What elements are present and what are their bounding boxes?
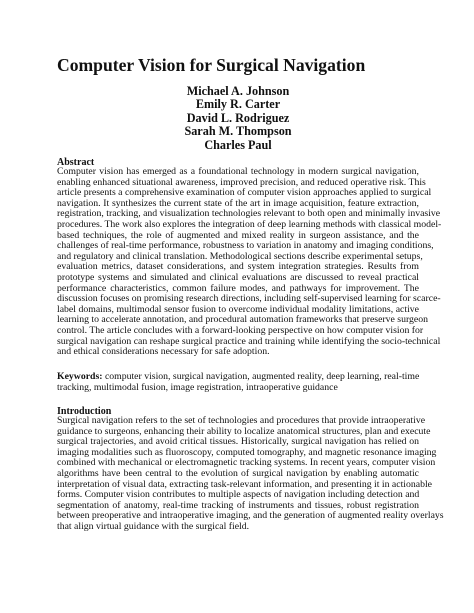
abstract-line: and ethical considerations necessary for safe adoption. [57,346,270,358]
abstract-line: and regulatory and clinical translation. Methodological sections describe experimental setups, [57,250,423,262]
introduction-line: algorithms have been central to the evolution of surgical navigation by enabling automatic [57,467,419,479]
keywords-line [57,372,419,383]
abstract-line: surgical navigation can reshape surgical practice and training while identifying the socio-technical [57,335,441,347]
abstract-line: enabling enhanced situational awareness, improved precision, and reduced operative risk. This [57,176,426,188]
introduction-line: forms. Computer vision contributes to multiple aspects of navigation including detection and [57,489,420,501]
abstract-line: label domains, multimodal sensor fusion to overcome individual modality limitations, active [57,303,419,315]
abstract-line: challenges of real-time performance, robustness to variation in anatomy and imaging conditions, [57,240,434,252]
abstract-line: discussion focuses on promising research directions, including self-supervised learning for scarce- [57,293,441,305]
introduction-line: combined with mechanical or electromagnetic tracking systems. In recent years, computer vision [57,457,436,469]
abstract-line: prototype systems and simulated and clinical evaluations are discussed to reveal practical [57,271,419,283]
author-name: David L. Rodriguez [186,110,290,125]
abstract-line: Computer vision has emerged as a foundational technology in modern surgical navigation, [57,166,419,177]
introduction-line: guidance to surgeons, enhancing their ability to localize anatomical structures, plan and execute [57,425,431,437]
author-list [57,85,419,152]
introduction-line: that align virtual guidance with the surgical field. [57,520,250,532]
introduction-line: imaging modalities such as fluoroscopy, computed tomography, and magnetic resonance imaging [57,446,437,458]
introduction-line: interpretation of visual data, extracting task-relevant information, and presenting it in actionable [57,478,432,490]
author-name: Charles Paul [204,137,272,152]
keywords-line: tracking, multimodal fusion, image registration, intraoperative guidance [57,381,338,393]
introduction-line: segmentation of anatomy, real-time tracking of instruments and tissues, robust registration [57,499,419,511]
keywords-block [57,372,419,393]
introduction-heading: Introduction [57,406,112,417]
abstract-line: article presents a comprehensive examination of computer vision approaches applied to surgical [57,187,432,199]
abstract-line: registration, tracking, and visualization technologies relevant to both open and minimally invasive [57,208,441,220]
paper-title: Computer Vision for Surgical Navigation [57,55,366,75]
introduction-line: Surgical navigation refers to the set of technologies and procedures that provide intraoperative [57,415,426,426]
abstract-line: evaluation metrics, dataset considerations, and system integration strategies. Results from [57,261,419,273]
keywords-text: computer vision, surgical navigation, augmented reality, deep learning, real-time [102,371,420,382]
introduction-line: between preoperative and intraoperative imaging, and the generation of augmented reality overlays [57,510,444,522]
author-name: Emily R. Carter [195,97,281,112]
abstract-body [57,166,442,358]
abstract-heading: Abstract [57,157,95,168]
introduction-line: surgical trajectories, and avoid critical tissues. Historically, surgical navigation has relied on [57,436,419,448]
abstract-line: navigation. It synthesizes the current state of the art in image acquisition, feature extraction, [57,197,419,209]
abstract-line: based techniques, the role of augmented and mixed reality in surgeon assistance, and the [57,229,419,241]
abstract-line: learning to accelerate annotation, and procedural automation frameworks that preserve surgeon [57,314,428,326]
author-name: Michael A. Johnson [186,84,290,98]
abstract-line: procedures. The work also explores the integration of deep learning methods with classical model- [57,218,442,230]
abstract-line: performance characteristics, common failure modes, and pathways for improvement. The [57,282,419,294]
introduction-body [57,415,444,533]
author-name: Sarah M. Thompson [184,124,292,139]
abstract-line: control. The article concludes with a forward-looking perspective on how computer vision for [57,324,424,336]
keywords-label: Keywords: [57,371,103,382]
